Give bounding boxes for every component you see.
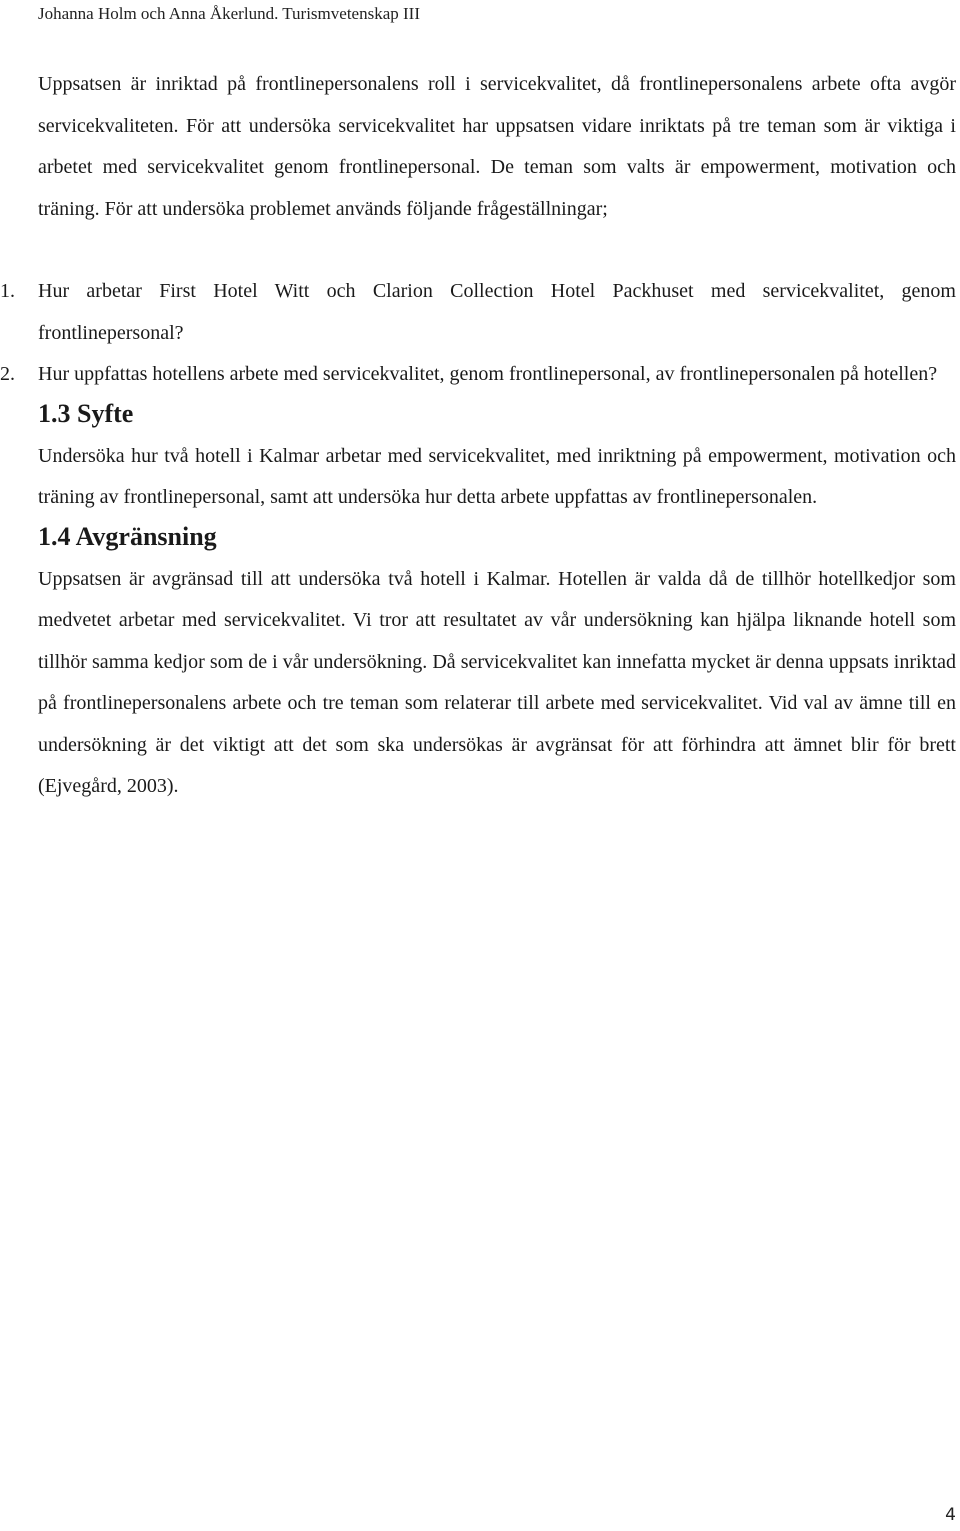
page-number: 4	[945, 1505, 956, 1525]
running-header: Johanna Holm och Anna Åkerlund. Turismvetenskap III	[38, 4, 420, 23]
intro-paragraph: Uppsatsen är inriktad på frontlinepersonalens roll i servicekvalitet, då frontlinepersonalens arbete ofta avgör servicekvaliteten. För att undersöka servicekvalitet har uppsatsen vidare inriktats på tre teman som är viktiga i arbetet med servicekvalitet genom frontlinepersonal. De teman som valts är empowerment, motivation och träning. För att undersöka problemet används följande frågeställningar;	[38, 73, 956, 220]
avgransning-paragraph: Uppsatsen är avgränsad till att undersöka två hotell i Kalmar. Hotellen är valda då de tillhör hotellkedjor som medvetet arbetar med servicekvalitet. Vi tror att resultatet av vår undersökning kan hjälpa liknande hotell som tillhör samma kedjor som de i vår undersökning. Då servicekvalitet kan innefatta mycket är denna uppsats inriktad på frontlinepersonalens arbete och tre teman som relaterar till arbete med servicekvalitet. Vid val av ämne till en undersökning är det viktigt att det som ska undersökas är avgränsat för att förhindra att ämnet blir för brett (Ejvegård, 2003).	[38, 567, 956, 797]
question-text: Hur arbetar First Hotel Witt och Clarion Collection Hotel Packhuset med servicekvalitet, genom frontlinepersonal?	[38, 280, 956, 344]
section-heading-syfte: 1.3 Syfte	[38, 398, 134, 428]
section-heading-avgransning: 1.4 Avgränsning	[38, 521, 217, 551]
question-number: 2.	[0, 363, 15, 385]
question-number: 1.	[0, 280, 15, 302]
page-content	[0, 64, 956, 808]
research-question-1	[0, 271, 956, 354]
research-question-2	[0, 354, 956, 396]
syfte-paragraph: Undersöka hur två hotell i Kalmar arbetar med servicekvalitet, med inriktning på empowerment, motivation och träning av frontlinepersonal, samt att undersöka hur detta arbete uppfattas av frontlinepersonalen.	[38, 444, 956, 508]
research-questions	[0, 271, 956, 396]
question-text: Hur uppfattas hotellens arbete med servicekvalitet, genom frontlinepersonal, av frontlinepersonalen på hotellen?	[38, 363, 938, 385]
